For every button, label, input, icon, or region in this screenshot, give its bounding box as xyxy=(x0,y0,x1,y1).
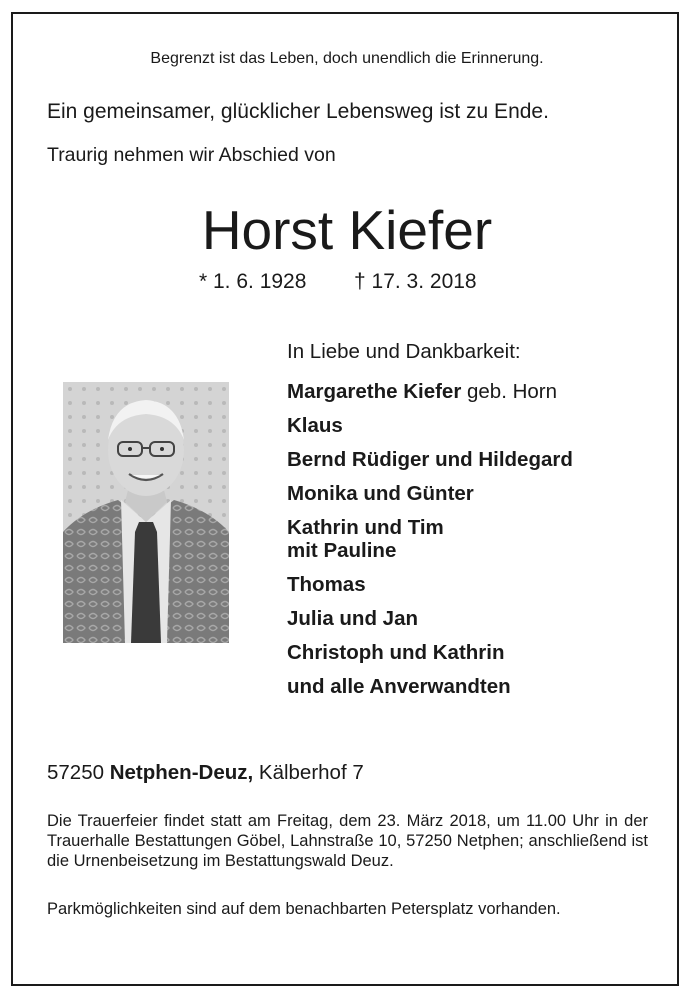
mourner-item: Klaus xyxy=(287,414,343,437)
service-info: Die Trauerfeier findet statt am Freitag, dem 23. März 2018, um 11.00 Uhr in der Trauerhalle Bestattungen Göbel, Lahnstraße 10, 57250 Netphen; anschließend ist die Urnenbeisetzung im Bestattungswald Deuz. xyxy=(47,812,648,870)
thanks-heading: In Liebe und Dankbarkeit: xyxy=(287,340,521,363)
obituary-notice xyxy=(11,12,679,986)
mourner-item: Bernd Rüdiger und Hildegard xyxy=(287,448,573,471)
parking-info: Parkmöglichkeiten sind auf dem benachbarten Petersplatz vorhanden. xyxy=(47,900,561,918)
family-address: 57250 Netphen-Deuz, Kälberhof 7 xyxy=(47,761,364,784)
mourner-item: Margarethe Kiefer geb. Horn xyxy=(287,380,558,403)
death-date: † 17. 3. 2018 xyxy=(354,270,477,293)
mourner-item: und alle Anverwandten xyxy=(287,675,511,698)
motto: Begrenzt ist das Leben, doch unendlich die Erinnerung. xyxy=(150,50,544,67)
mourner-item: Monika und Günter xyxy=(287,482,474,505)
portrait-photo xyxy=(63,382,229,643)
mourner-item: Thomas xyxy=(287,573,366,596)
mourner-item: Julia und Jan xyxy=(287,607,418,630)
birth-date: * 1. 6. 1928 xyxy=(199,270,307,293)
intro-line-2: Traurig nehmen wir Abschied von xyxy=(47,144,336,166)
mourner-item: Christoph und Kathrin xyxy=(287,641,505,664)
mourners-list xyxy=(287,380,573,709)
intro-line-1: Ein gemeinsamer, glücklicher Lebensweg ist zu Ende. xyxy=(47,100,549,123)
mourner-item: Kathrin und Tim mit Pauline xyxy=(287,516,444,562)
deceased-name: Horst Kiefer xyxy=(201,199,493,261)
